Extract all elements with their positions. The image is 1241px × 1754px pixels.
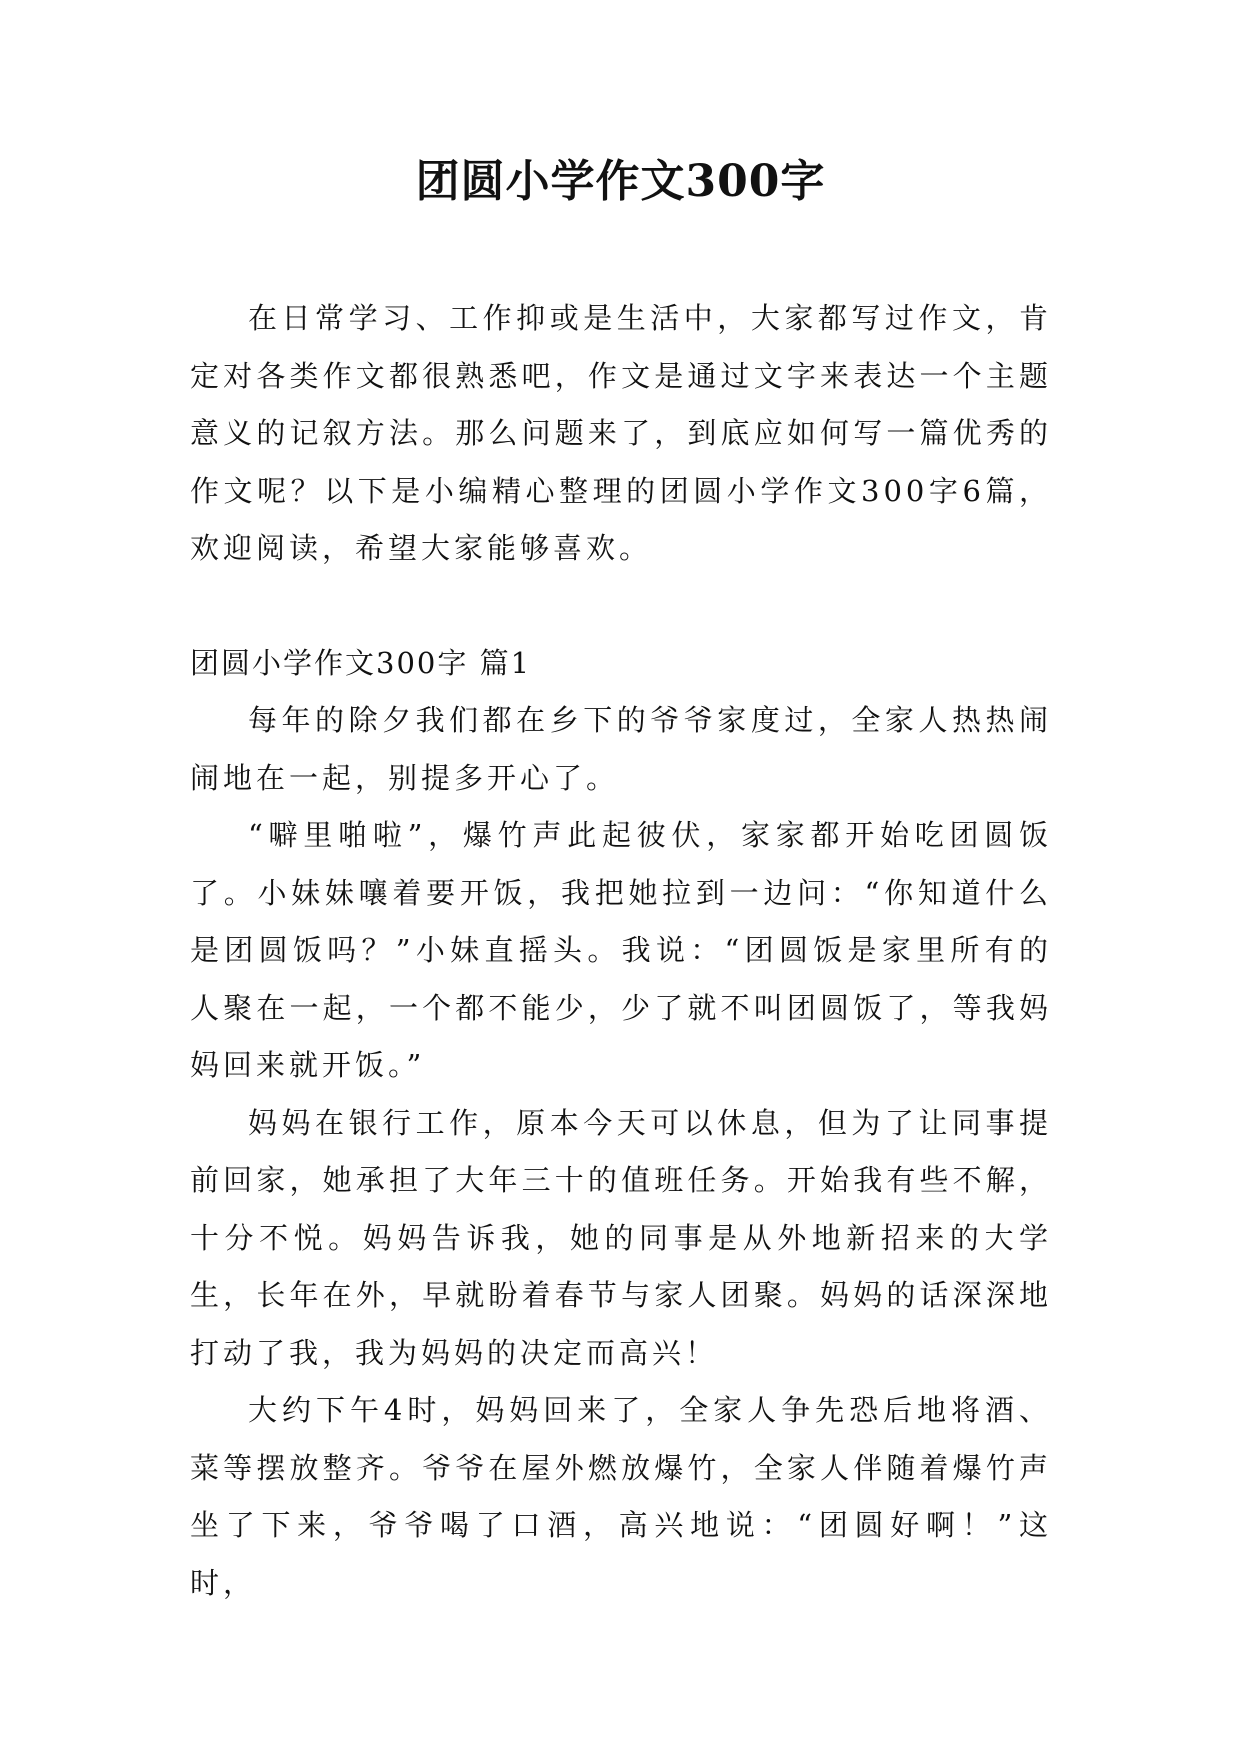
body-paragraph: 大约下午4时，妈妈回来了，全家人争先恐后地将酒、菜等摆放整齐。爷爷在屋外燃放爆竹，全家人伴随着爆竹声坐了下来，爷爷喝了口酒，高兴地说：“团圆好啊！”这时，: [190, 1393, 1052, 1600]
body-paragraph: 妈妈在银行工作，原本今天可以休息，但为了让同事提前回家，她承担了大年三十的值班任务。开始我有些不解，十分不悦。妈妈告诉我，她的同事是从外地新招来的大学生，长年在外，早就盼着春节与家人团聚。妈妈的话深深地打动了我，我为妈妈的决定而高兴！: [190, 1105, 1052, 1370]
document-title: 团圆小学作文300字: [415, 156, 826, 207]
body-paragraph: 每年的除夕我们都在乡下的爷爷家度过，全家人热热闹闹地在一起，别提多开心了。: [190, 703, 1052, 795]
section-heading: 团圆小学作文300字 篇1: [190, 645, 532, 680]
intro-paragraph: 在日常学习、工作抑或是生活中，大家都写过作文，肯定对各类作文都很熟悉吧，作文是通过文字来表达一个主题意义的记叙方法。那么问题来了，到底应如何写一篇优秀的作文呢？以下是小编精心整理的团圆小学作文300字6篇，欢迎阅读，希望大家能够喜欢。: [190, 301, 1052, 565]
document-body: [190, 290, 1052, 1612]
body-paragraph: “噼里啪啦”，爆竹声此起彼伏，家家都开始吃团圆饭了。小妹妹嚷着要开饭，我把她拉到一边问：“你知道什么是团圆饭吗？”小妹直摇头。我说：“团圆饭是家里所有的人聚在一起，一个都不能少，少了就不叫团圆饭了，等我妈妈回来就开饭。”: [190, 818, 1052, 1082]
